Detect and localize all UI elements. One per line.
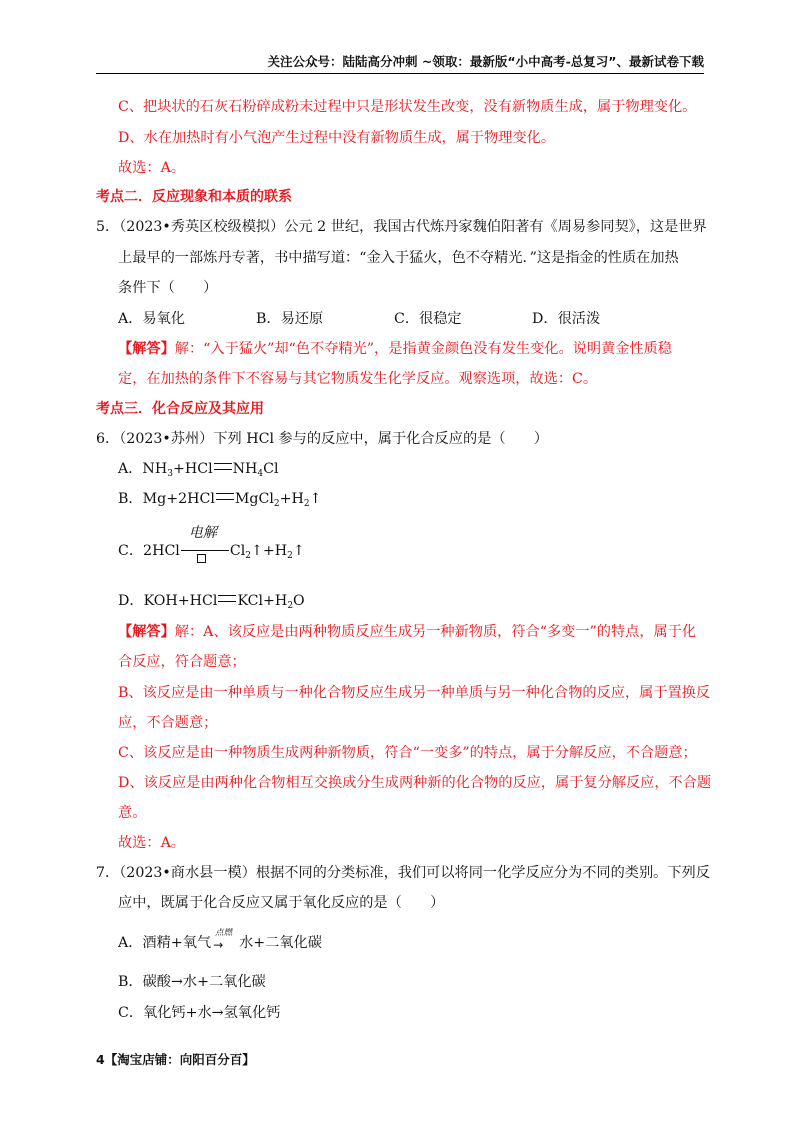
q6-stem: 6．（2023•苏州）下列 HCl 参与的反应中，属于化合反应的是（ ） <box>96 431 549 447</box>
q5-options <box>118 308 600 328</box>
q6-answer-line-5: C、该反应是由一种物质生成两种新物质，符合“一变多”的特点，属于分解反应，不合题意； <box>118 745 697 761</box>
q6-answer-line-7: 意。 <box>118 805 147 821</box>
q5-option-a: A．易氧化 <box>118 311 185 327</box>
prev-result: 故选：A。 <box>118 160 185 176</box>
q5-stem-line-3: 条件下（ ） <box>118 280 218 296</box>
q5-stem-line-2: 上最早的一部炼丹专著，书中描写道：“金入于猛火，色不夺精光．”这是指金的性质在加热 <box>118 250 679 266</box>
section-2-title: 考点二．反应现象和本质的联系 <box>96 189 292 205</box>
answer-tag: 【解答】 <box>118 624 175 640</box>
q5-answer-line-1 <box>118 338 672 358</box>
q5-stem-line-1: 5．（2023•秀英区校级模拟）公元 2 世纪，我国古代炼丹家魏伯阳著有《周易参同契》，这是世界 <box>96 219 707 235</box>
q6-result: 故选：A。 <box>118 835 185 851</box>
equals-sign <box>216 493 234 500</box>
page-header: 关注公众号：陆陆高分冲刺 ~领取：最新版“小中高考-总复习”、最新试卷下载 <box>96 52 704 74</box>
q7-option-b: B．碳酸→水+二氧化碳 <box>118 974 266 990</box>
q6-option-d: D．KOH+HCl $KCl+H_2O$ <box>118 593 305 611</box>
q6-answer-line-4: 应，不合题意； <box>118 715 218 731</box>
q7-option-c: C．氧化钙+水→氢氧化钙 <box>118 1005 281 1021</box>
arrow-right-icon: → <box>213 938 224 952</box>
ignition-condition: 点燃 → <box>213 928 233 952</box>
q6-answer-line-3: B、该反应是由一种单质与一种化合物反应生成另一种单质与另一种化合物的反应，属于置换反 <box>118 685 711 701</box>
q5-answer-text-1: 解：“入于猛火”却“色不夺精光”，是指黄金颜色没有发生变化。说明黄金性质稳 <box>174 341 672 357</box>
q5-answer-line-2: 定，在加热的条件下不容易与其它物质发生化学反应。观察选项，故选：C。 <box>118 371 598 387</box>
q5-option-b: B．易还原 <box>256 311 324 327</box>
page-number: 4 <box>96 1052 105 1067</box>
q6-answer-text-1: 解：A、该反应是由两种物质反应生成另一种新物质，符合“多变一”的特点，属于化 <box>174 624 697 640</box>
answer-tag: 【解答】 <box>118 341 175 357</box>
placeholder-box-icon <box>197 554 206 563</box>
q6-option-c: C．2HCl 电解 $Cl_2↑+H_2↑$ <box>118 525 305 561</box>
q6-answer-line-6: D、该反应是由两种化合物相互交换成分生成两种新的化合物的反应，属于复分解反应，不合题 <box>118 775 712 791</box>
q6-option-b: B．Mg+2HCl $MgCl_2+H_2↑$ <box>118 491 322 509</box>
q6-option-a: A．$NH_3+HCl$ $NH_4Cl$ <box>118 461 279 479</box>
q7-option-a: A．酒精+氧气 点燃 → 水+二氧化碳 <box>118 928 322 952</box>
equals-sign <box>214 463 232 470</box>
q7-stem-line-2: 应中，既属于化合反应又属于氧化反应的是（ ） <box>118 895 445 911</box>
prev-option-c-explanation: C、把块状的石灰石粉碎成粉末过程中只是形状发生改变，没有新物质生成，属于物理变化。 <box>118 99 697 115</box>
q6-answer-line-1 <box>118 621 696 641</box>
q5-option-c: C．很稳定 <box>394 311 462 327</box>
shop-label: 【淘宝店铺：向阳百分百】 <box>104 1052 255 1067</box>
q7-stem-line-1: 7．（2023•商水县一模）根据不同的分类标准，我们可以将同一化学反应分为不同的类别。下列反 <box>96 865 710 881</box>
q5-option-d: D．很活泼 <box>532 311 601 327</box>
q6-answer-line-2: 合反应，符合题意； <box>118 654 246 670</box>
section-3-title: 考点三．化合反应及其应用 <box>96 401 264 417</box>
equals-sign <box>218 595 236 602</box>
prev-option-d-explanation: D、水在加热时有小气泡产生过程中没有新物质生成，属于物理变化。 <box>118 130 556 146</box>
page-footer <box>96 1050 255 1068</box>
electrolysis-condition: 电解 <box>181 541 229 557</box>
